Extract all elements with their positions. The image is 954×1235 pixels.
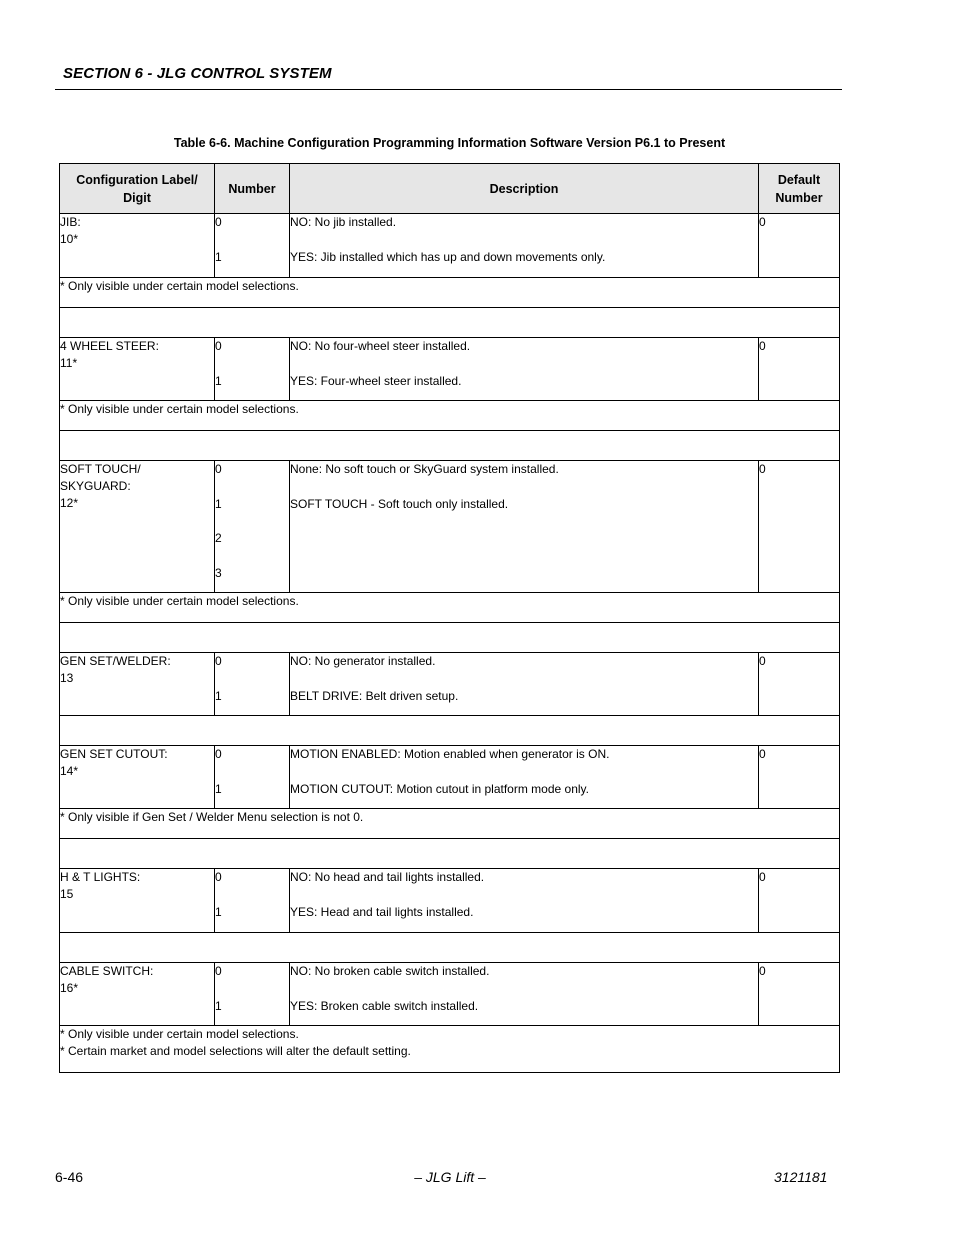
row-numbers bbox=[215, 963, 290, 1026]
label-line: 15 bbox=[60, 887, 74, 901]
row-numbers bbox=[215, 214, 290, 278]
document-number: 3121181 bbox=[774, 1169, 828, 1185]
label-line: JIB: bbox=[60, 215, 81, 229]
note-row bbox=[60, 278, 840, 308]
number-value: 1 bbox=[215, 496, 222, 511]
note-line: * Only visible under certain model selections. bbox=[60, 279, 299, 293]
number-value: 0 bbox=[215, 964, 222, 978]
col-header-label-line: Configuration Label/ bbox=[76, 172, 198, 187]
note-line: * Only visible if Gen Set / Welder Menu selection is not 0. bbox=[60, 810, 364, 824]
number-value: 1 bbox=[215, 904, 222, 919]
note-row bbox=[60, 809, 840, 839]
row-default: 0 bbox=[759, 214, 840, 278]
col-header-default bbox=[759, 164, 840, 214]
number-value: 3 bbox=[215, 565, 222, 580]
note-cell bbox=[60, 1026, 840, 1073]
row-default: 0 bbox=[759, 746, 840, 809]
description-line: NO: No generator installed. bbox=[290, 654, 436, 668]
row-numbers bbox=[215, 461, 290, 593]
number-value: 0 bbox=[215, 654, 222, 668]
description-line: YES: Jib installed which has up and down movements only. bbox=[290, 249, 606, 264]
table-row bbox=[60, 214, 840, 278]
description-line: NO: No head and tail lights installed. bbox=[290, 870, 485, 884]
table-row bbox=[60, 461, 840, 593]
spacer-row bbox=[60, 623, 840, 653]
number-value: 0 bbox=[215, 462, 222, 476]
col-header-label-line: Digit bbox=[123, 190, 151, 205]
table-row bbox=[60, 338, 840, 401]
row-label bbox=[60, 214, 215, 278]
row-description bbox=[290, 869, 759, 933]
label-line: 11* bbox=[60, 356, 78, 370]
description-line: YES: Four-wheel steer installed. bbox=[290, 373, 462, 388]
description-line: YES: Head and tail lights installed. bbox=[290, 904, 474, 919]
row-default: 0 bbox=[759, 869, 840, 933]
table-row bbox=[60, 653, 840, 716]
note-line: * Certain market and model selections will alter the default setting. bbox=[60, 1044, 411, 1058]
config-table bbox=[59, 163, 840, 1073]
note-line: * Only visible under certain model selections. bbox=[60, 594, 299, 608]
row-numbers bbox=[215, 338, 290, 401]
row-label bbox=[60, 653, 215, 716]
description-line: NO: No four-wheel steer installed. bbox=[290, 339, 471, 353]
label-line: 14* bbox=[60, 764, 79, 778]
row-description bbox=[290, 338, 759, 401]
spacer-row bbox=[60, 933, 840, 963]
label-line: SOFT TOUCH/ bbox=[60, 462, 141, 476]
note-row bbox=[60, 401, 840, 431]
row-label bbox=[60, 461, 215, 593]
number-value: 0 bbox=[215, 870, 222, 884]
description-line: YES: Broken cable switch installed. bbox=[290, 998, 479, 1013]
description-line: MOTION ENABLED: Motion enabled when generator is ON. bbox=[290, 747, 610, 761]
col-header-default-line: Default bbox=[777, 172, 821, 187]
description-line: NO: No broken cable switch installed. bbox=[290, 964, 490, 978]
row-numbers bbox=[215, 653, 290, 716]
description-line: SOFT TOUCH - Soft touch only installed. bbox=[290, 496, 509, 511]
label-line: 4 WHEEL STEER: bbox=[60, 339, 159, 353]
number-value: 1 bbox=[215, 781, 222, 796]
row-description bbox=[290, 963, 759, 1026]
row-default: 0 bbox=[759, 963, 840, 1026]
number-value: 1 bbox=[215, 249, 222, 264]
col-header-description: Description bbox=[290, 164, 759, 214]
note-line: * Only visible under certain model selections. bbox=[60, 1027, 299, 1041]
label-line: 10* bbox=[60, 232, 79, 246]
row-label bbox=[60, 963, 215, 1026]
row-label bbox=[60, 746, 215, 809]
row-description bbox=[290, 214, 759, 278]
note-line: * Only visible under certain model selections. bbox=[60, 402, 299, 416]
section-header: SECTION 6 - JLG CONTROL SYSTEM bbox=[63, 65, 332, 82]
col-header-default-line: Number bbox=[775, 190, 823, 205]
note-cell bbox=[60, 593, 840, 623]
label-line: CABLE SWITCH: bbox=[60, 964, 154, 978]
description-line: BELT DRIVE: Belt driven setup. bbox=[290, 688, 459, 703]
row-label bbox=[60, 869, 215, 933]
table-header-row bbox=[60, 164, 840, 214]
description-line: NO: No jib installed. bbox=[290, 215, 397, 229]
label-line: SKYGUARD: bbox=[60, 479, 131, 493]
description-line: MOTION CUTOUT: Motion cutout in platform mode only. bbox=[290, 781, 589, 796]
col-header-number: Number bbox=[215, 164, 290, 214]
spacer-row bbox=[60, 839, 840, 869]
note-cell bbox=[60, 401, 840, 431]
label-line: GEN SET/WELDER: bbox=[60, 654, 171, 668]
spacer-row bbox=[60, 716, 840, 746]
row-numbers bbox=[215, 746, 290, 809]
row-description bbox=[290, 746, 759, 809]
label-line: H & T LIGHTS: bbox=[60, 870, 141, 884]
note-cell bbox=[60, 809, 840, 839]
col-header-label bbox=[60, 164, 215, 214]
table-title: Table 6-6. Machine Configuration Programming Information Software Version P6.1 to Present bbox=[173, 136, 726, 150]
number-value: 2 bbox=[215, 531, 222, 545]
number-value: 1 bbox=[215, 373, 222, 388]
table-row bbox=[60, 869, 840, 933]
note-row bbox=[60, 1026, 840, 1073]
table-row bbox=[60, 746, 840, 809]
number-value: 0 bbox=[215, 747, 222, 761]
row-description bbox=[290, 461, 759, 593]
number-value: 0 bbox=[215, 215, 222, 229]
row-default: 0 bbox=[759, 338, 840, 401]
row-default: 0 bbox=[759, 461, 840, 593]
label-line: GEN SET CUTOUT: bbox=[60, 747, 168, 761]
note-row bbox=[60, 593, 840, 623]
label-line: 12* bbox=[60, 496, 79, 510]
header-rule bbox=[55, 89, 842, 90]
number-value: 1 bbox=[215, 998, 222, 1013]
number-value: 0 bbox=[215, 339, 222, 353]
spacer-row bbox=[60, 431, 840, 461]
label-line: 16* bbox=[60, 981, 79, 995]
note-cell bbox=[60, 278, 840, 308]
label-line: 13 bbox=[60, 671, 74, 685]
spacer-row bbox=[60, 308, 840, 338]
table-row bbox=[60, 963, 840, 1026]
page-number: 6-46 bbox=[55, 1169, 84, 1185]
row-description bbox=[290, 653, 759, 716]
row-default: 0 bbox=[759, 653, 840, 716]
number-value: 1 bbox=[215, 688, 222, 703]
row-numbers bbox=[215, 869, 290, 933]
row-label bbox=[60, 338, 215, 401]
description-line: None: No soft touch or SkyGuard system installed. bbox=[290, 462, 559, 476]
footer-publisher: – JLG Lift – bbox=[414, 1169, 486, 1185]
